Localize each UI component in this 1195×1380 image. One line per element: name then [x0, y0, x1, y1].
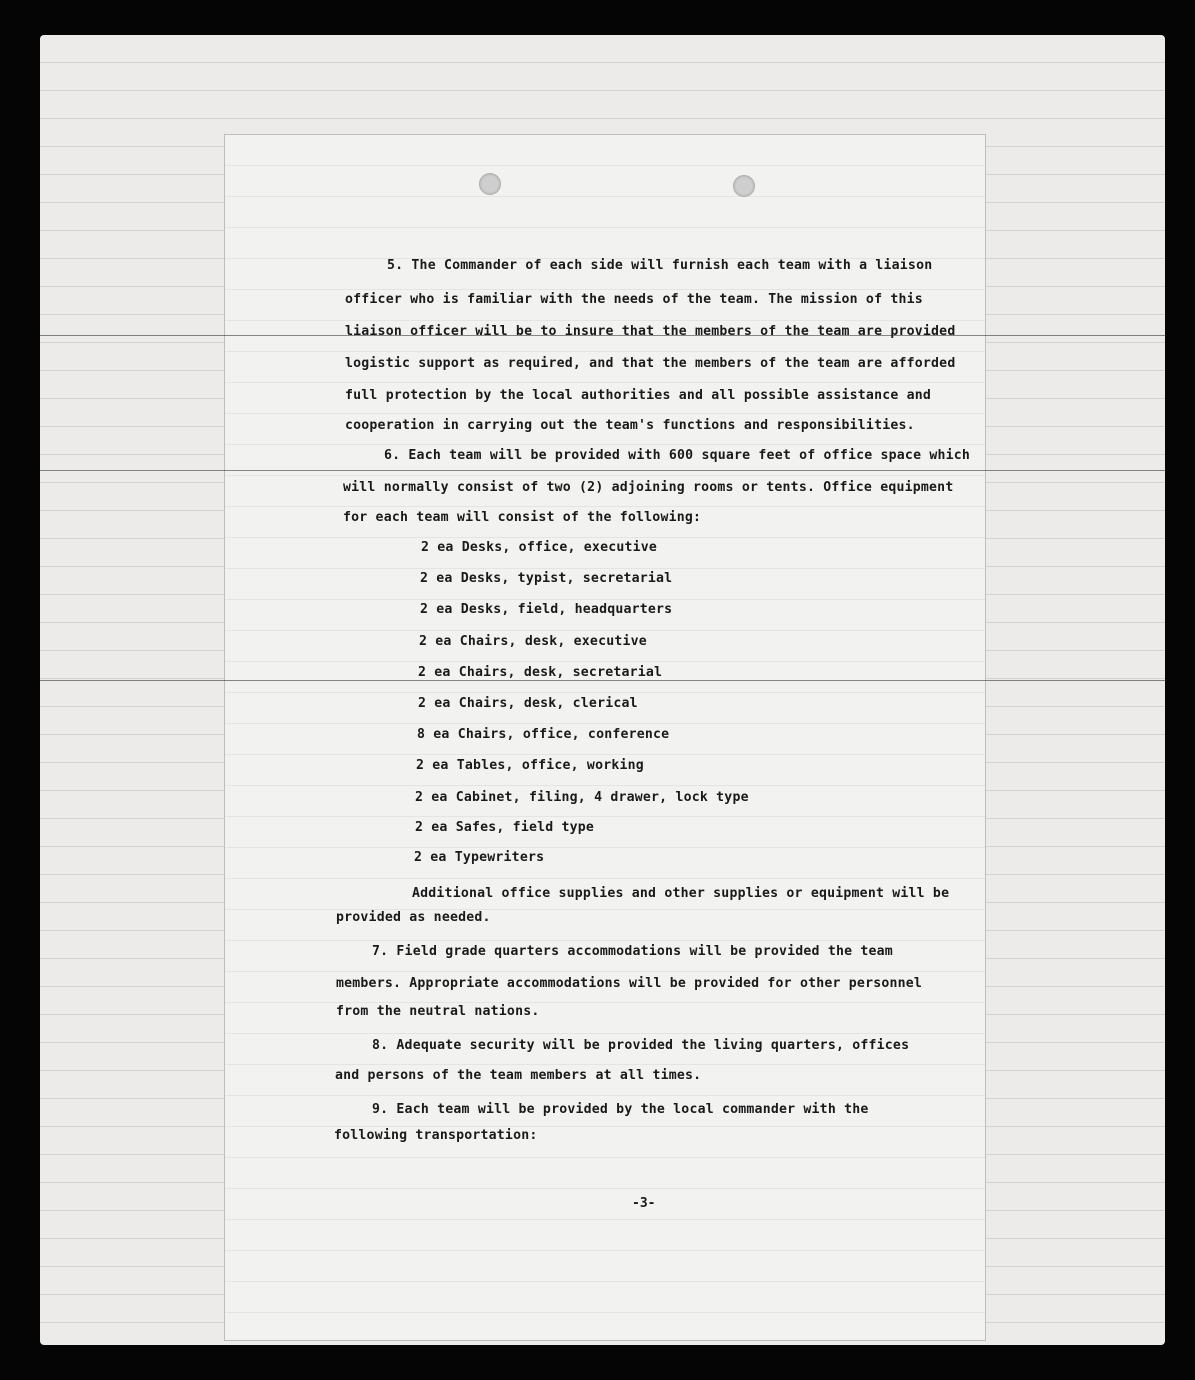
- equipment-item: 2 ea Chairs, desk, secretarial: [418, 665, 663, 680]
- paragraph-9-line-2: following transportation:: [334, 1128, 538, 1143]
- equipment-item: 2 ea Desks, office, executive: [421, 540, 658, 555]
- paragraph-7-line-2: members. Appropriate accommodations will be provided for other personnel: [336, 976, 923, 991]
- scan-line: [40, 470, 1165, 471]
- paragraph-6-line-1: 6. Each team will be provided with 600 square feet of office space which: [384, 448, 971, 463]
- equipment-item: 2 ea Chairs, desk, clerical: [418, 696, 638, 711]
- paragraph-6-line-3: for each team will consist of the following:: [343, 510, 702, 525]
- equipment-item: 2 ea Desks, typist, secretarial: [420, 571, 673, 586]
- supplies-line-1: Additional office supplies and other supplies or equipment will be: [412, 886, 950, 901]
- paragraph-5-line-6: cooperation in carrying out the team's functions and responsibilities.: [345, 418, 915, 433]
- equipment-item: 2 ea Chairs, desk, executive: [419, 634, 647, 649]
- equipment-item: 2 ea Tables, office, working: [416, 758, 644, 773]
- paragraph-5-line-3: liaison officer will be to insure that the members of the team are provided: [345, 324, 956, 339]
- equipment-item: 2 ea Cabinet, filing, 4 drawer, lock type: [415, 790, 749, 805]
- paragraph-8-line-2: and persons of the team members at all times.: [335, 1068, 702, 1083]
- paragraph-5-line-1: 5. The Commander of each side will furnish each team with a liaison: [387, 258, 933, 273]
- paragraph-5-line-5: full protection by the local authorities and all possible assistance and: [345, 388, 932, 403]
- punch-hole-right: [733, 175, 755, 197]
- paragraph-9-line-1: 9. Each team will be provided by the local commander with the: [372, 1102, 869, 1117]
- paragraph-7-line-1: 7. Field grade quarters accommodations will be provided the team: [372, 944, 893, 959]
- paragraph-8-line-1: 8. Adequate security will be provided the living quarters, offices: [372, 1038, 910, 1053]
- supplies-line-2: provided as needed.: [336, 910, 491, 925]
- equipment-item: 2 ea Safes, field type: [415, 820, 595, 835]
- paragraph-5-line-2: officer who is familiar with the needs of the team. The mission of this: [345, 292, 923, 307]
- paragraph-5-line-4: logistic support as required, and that the members of the team are afforded: [345, 356, 956, 371]
- equipment-item: 8 ea Chairs, office, conference: [417, 727, 670, 742]
- equipment-item: 2 ea Typewriters: [414, 850, 545, 865]
- scan-line: [40, 680, 1165, 681]
- punch-hole-left: [479, 173, 501, 195]
- paragraph-6-line-2: will normally consist of two (2) adjoining rooms or tents. Office equipment: [343, 480, 954, 495]
- page-number: -3-: [632, 1196, 656, 1211]
- paragraph-7-line-3: from the neutral nations.: [336, 1004, 540, 1019]
- equipment-item: 2 ea Desks, field, headquarters: [420, 602, 673, 617]
